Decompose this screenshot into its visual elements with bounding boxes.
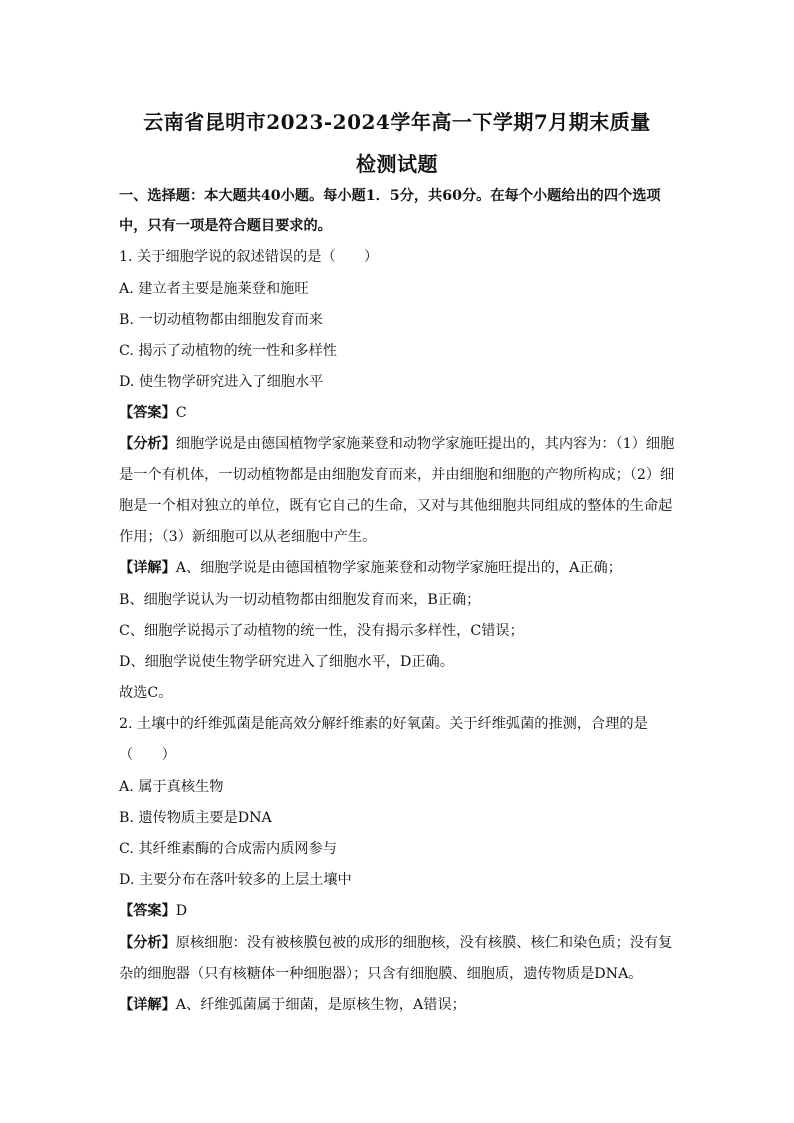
question-2-analysis-line-1	[119, 933, 679, 953]
section-header-line-2: 中，只有一项是符合题目要求的。	[119, 218, 332, 234]
question-1-analysis-line-4: 作用；（3）新细胞可以从老细胞中产生。	[119, 529, 377, 545]
question-2-stem-line-2: （ ）	[119, 747, 176, 763]
question-2-stem-line-1: 2. 土壤中的纤维弧菌是能高效分解纤维素的好氧菌。关于纤维弧菌的推测，合理的是	[119, 716, 648, 732]
question-2-option-b: B. 遗传物质主要是DNA	[119, 810, 272, 826]
question-1-option-c: C. 揭示了动植物的统一性和多样性	[119, 343, 337, 359]
question-1-analysis-line-3: 胞是一个相对独立的单位，既有它自己的生命，又对与其他细胞共同组成的整体的生命起	[119, 498, 673, 514]
question-1-analysis-line-2: 是一个有机体，一切动植物都是由细胞发育而来，并由细胞和细胞的产物所构成；（2）细	[119, 467, 675, 483]
question-1-detail-line-2: B、细胞学说认为一切动植物都由细胞发育而来，B正确；	[119, 592, 481, 608]
question-2-option-a: A. 属于真核生物	[119, 779, 224, 795]
answer-tag: 【答案】	[119, 405, 176, 421]
question-1-analysis-line-1	[119, 434, 679, 454]
analysis-text: 原核细胞：没有被核膜包被的成形的细胞核，没有核膜、核仁和染色质；没有复	[175, 935, 673, 951]
answer-tag: 【答案】	[119, 903, 176, 919]
question-2-analysis-line-2: 杂的细胞器（只有核糖体一种细胞器）；只含有细胞膜、细胞质，遗传物质是DNA。	[119, 966, 643, 982]
answer-value: C	[175, 405, 187, 421]
question-1-option-a: A. 建立者主要是施莱登和施旺	[119, 281, 309, 297]
detail-text: A、纤维弧菌属于细菌，是原核生物，A错误；	[175, 997, 466, 1013]
detail-text: A、细胞学说是由德国植物学家施莱登和动物学家施旺提出的，A正确；	[175, 560, 622, 576]
question-1-option-d: D. 使生物学研究进入了细胞水平	[119, 374, 324, 390]
question-1-detail-line-1	[119, 558, 679, 578]
analysis-text: 细胞学说是由德国植物学家施莱登和动物学家施旺提出的，其内容为：（1）细胞	[175, 436, 675, 452]
question-2-option-d: D. 主要分布在落叶较多的上层土壤中	[119, 872, 352, 888]
question-1-option-b: B. 一切动植物都由细胞发育而来	[119, 312, 323, 328]
question-2-answer	[119, 901, 679, 921]
detail-tag: 【详解】	[119, 560, 176, 576]
question-2-detail-line-1	[119, 995, 679, 1015]
analysis-tag: 【分析】	[119, 436, 176, 452]
question-1-conclusion: 故选C。	[119, 685, 173, 701]
question-1-detail-line-4: D、细胞学说使生物学研究进入了细胞水平，D正确。	[119, 654, 454, 670]
page-title-line-1: 云南省昆明市2023-2024学年高一下学期7月期末质量	[143, 110, 651, 134]
section-header-line-1: 一、选择题：本大题共40小题。每小题1．5分，共60分。在每个小题给出的四个选项	[119, 188, 661, 204]
page-title-line-2: 检测试题	[356, 152, 438, 176]
detail-tag: 【详解】	[119, 997, 176, 1013]
answer-value: D	[175, 903, 188, 919]
analysis-tag: 【分析】	[119, 935, 176, 951]
question-1-stem: 1. 关于细胞学说的叙述错误的是（ ）	[119, 249, 379, 265]
question-2-option-c: C. 其纤维素酶的合成需内质网参与	[119, 841, 337, 857]
question-1-answer	[119, 403, 679, 423]
question-1-detail-line-3: C、细胞学说揭示了动植物的统一性，没有揭示多样性，C错误；	[119, 623, 524, 639]
